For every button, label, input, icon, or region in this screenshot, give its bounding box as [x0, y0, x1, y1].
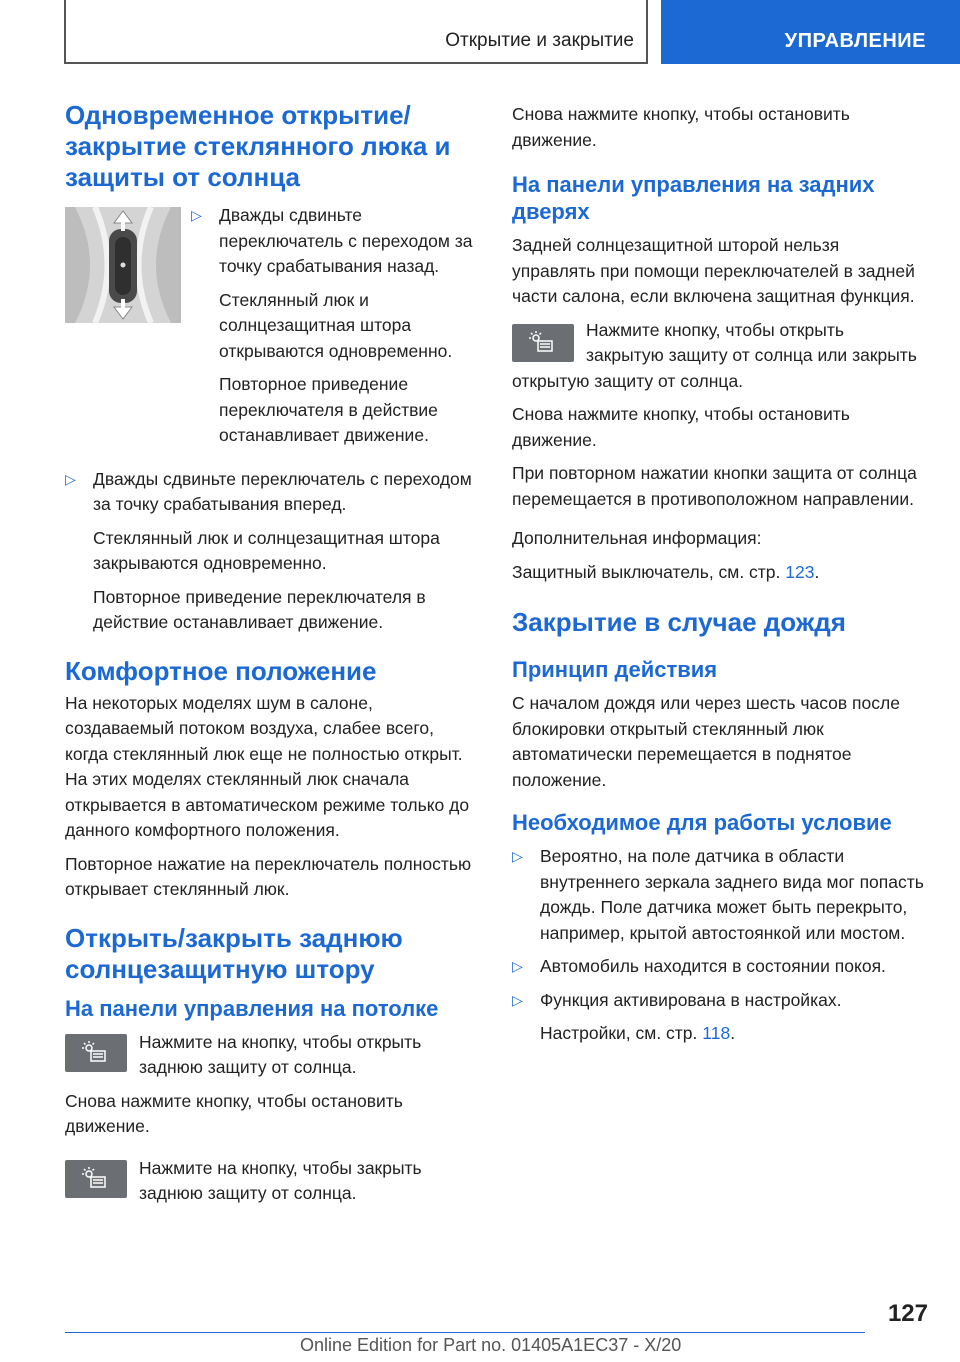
- list-item: [512, 844, 926, 946]
- door-paragraph-1: Задней солнцезащитной шторой нельзя управлять при помощи переключателей в задней части салона, если включена защитная функция.: [512, 235, 915, 306]
- bullet-text: Функция активирована в настройках.: [540, 989, 842, 1010]
- page-number: 127: [887, 1300, 928, 1327]
- heading-conditions: Необходимое для работы условие: [512, 810, 892, 835]
- header-title: Открытие и закрытие: [445, 30, 634, 51]
- sunshade-button-icon: [65, 1160, 127, 1198]
- list-item: [512, 954, 926, 980]
- list-item: [191, 203, 479, 449]
- comfort-paragraph-2: Повторное нажатие на переключатель полностью открывает стеклянный люк.: [65, 853, 472, 899]
- heading-principle: Принцип действия: [512, 657, 718, 682]
- comfort-paragraph-1: На некоторых моделях шум в салоне, создаваемый потоком воздуха, слабее всего, когда стеклянный люк еще не полностью открыт. На этих моделях стеклянный люк сначала открывается в автоматическом режиме только до данного комфортного положения.: [65, 692, 470, 840]
- footer-divider: [65, 1332, 865, 1333]
- ceiling-open-text: Нажмите на кнопку, чтобы открыть заднюю защиту от солнца.: [139, 1031, 422, 1077]
- settings-page-link[interactable]: 118: [702, 1023, 731, 1043]
- bullet-list-back: [191, 203, 479, 457]
- heading-rear-shade: Открыть/закрыть заднюю солнцезащитную штору: [65, 922, 403, 984]
- bullet-text: Повторное приведение переключателя в действие останавливает движение.: [219, 374, 438, 445]
- edition-text: Online Edition for Part no. 01405A1EC37 - X/20: [300, 1335, 682, 1355]
- header-left-box: [64, 0, 648, 64]
- conditions-list: [512, 844, 926, 1047]
- list-item: [512, 988, 926, 1047]
- settings-ref: Настройки, см. стр. 118.: [540, 1023, 736, 1043]
- sunshade-button-icon: [65, 1034, 127, 1072]
- header-section-label: УПРАВЛЕНИЕ: [784, 30, 926, 52]
- bullet-text: Повторное приведение переключателя в действие останавливает движение.: [93, 586, 426, 632]
- safety-page-link[interactable]: 123: [785, 561, 815, 582]
- heading-door-panel: На панели управления на задних дверях: [512, 172, 875, 224]
- header-section-tab: [661, 0, 960, 64]
- roof-switch-illustration: [65, 207, 181, 323]
- heading-rain-closing: Закрытие в случае дождя: [512, 607, 846, 637]
- bullet-list-forward: [65, 467, 479, 636]
- door-button-text: Нажмите кнопку, чтобы открыть закрытую защиту от солнца или закрыть открытую защиту от солнца.: [512, 319, 917, 391]
- left-column: [65, 100, 479, 1215]
- sunshade-door-button-icon: [512, 324, 574, 362]
- bullet-text: Дважды сдвиньте переключатель с переходом за точку срабатывания назад.: [219, 205, 473, 276]
- bullet-text: Автомобиль находится в состоянии покоя.: [540, 956, 886, 976]
- heading-simultaneous: Одновременное открытие/закрытие стеклянного люка и защиты от солнца: [65, 100, 451, 192]
- ceiling-close-row: [65, 1156, 479, 1215]
- heading-ceiling-panel: На панели управления на потолке: [65, 995, 439, 1021]
- settings-ref-text: Настройки, см. стр.: [540, 1023, 698, 1043]
- heading-comfort: Комфортное положение: [65, 655, 377, 686]
- door-button-block: [512, 318, 926, 403]
- switch-block: [65, 207, 479, 465]
- bullet-text: Стеклянный люк и солнцезащитная штора закрываются одновременно.: [93, 527, 440, 573]
- triangle-bullet-icon: ▷: [191, 207, 202, 223]
- triangle-bullet-icon: ▷: [512, 958, 523, 974]
- stop-text-2: Снова нажмите кнопку, чтобы остановить движение.: [512, 404, 850, 450]
- right-column: [512, 102, 926, 1055]
- triangle-bullet-icon: ▷: [512, 991, 523, 1008]
- ceiling-open-row: [65, 1030, 479, 1089]
- stop-text-1: Снова нажмите кнопку, чтобы остановить движение.: [512, 104, 850, 150]
- more-info-label: Дополнительная информация:: [512, 528, 762, 548]
- bullet-text: Стеклянный люк и солнцезащитная штора открываются одновременно.: [219, 289, 453, 361]
- triangle-bullet-icon: ▷: [65, 470, 76, 487]
- ceiling-stop-text: Снова нажмите кнопку, чтобы остановить движение.: [65, 1090, 403, 1136]
- roof-switch-image: [65, 207, 181, 323]
- triangle-bullet-icon: ▷: [512, 848, 523, 864]
- safety-switch-ref: Защитный выключатель, см. стр. 123.: [512, 561, 820, 582]
- safety-ref-text: Защитный выключатель, см. стр.: [512, 561, 781, 582]
- list-item: [65, 467, 479, 636]
- principle-paragraph: С началом дождя или через шесть часов после блокировки открытый стеклянный люк автоматически перемещается в поднятое положение.: [512, 693, 900, 790]
- door-paragraph-3: При повторном нажатии кнопки защита от солнца перемещается в противоположном направлении.: [512, 463, 917, 509]
- ceiling-close-text: Нажмите на кнопку, чтобы закрыть заднюю защиту от солнца.: [139, 1157, 422, 1203]
- bullet-text: Вероятно, на поле датчика в области внутреннего зеркала заднего вида мог попасть дождь. Поле датчика может быть перекрыто, например, крытой автостоянкой или мостом.: [540, 846, 924, 943]
- bullet-text: Дважды сдвиньте переключатель с переходом за точку срабатывания вперед.: [93, 468, 472, 514]
